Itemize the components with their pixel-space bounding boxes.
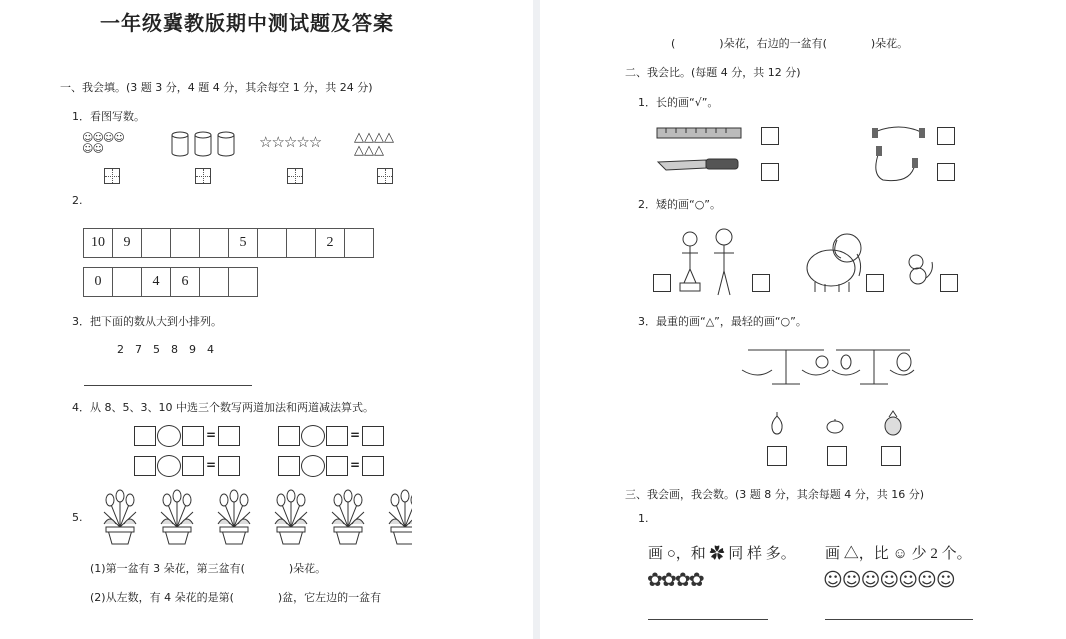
answer-box-1[interactable] — [104, 168, 120, 184]
flower-pot-icon — [161, 490, 193, 544]
child-icon — [676, 225, 748, 297]
compare-question-1: 1．长的画“√”。 — [638, 96, 719, 109]
answer-box-4[interactable] — [377, 168, 393, 184]
right-page — [540, 0, 1066, 639]
page-title: 一年级冀教版期中测试题及答案 — [100, 11, 394, 35]
number-cell: 5 — [228, 228, 258, 258]
cylinder-icon — [170, 131, 238, 157]
question-5-continuation: ( )朵花，右边的一盆有( )朵花。 — [671, 37, 909, 50]
checkbox-monkey[interactable] — [940, 274, 958, 292]
elephant-icon — [801, 224, 865, 294]
checkbox-apple[interactable] — [827, 446, 847, 466]
question-3-numbers: 2 7 5 8 9 4 — [117, 343, 214, 356]
question-5-part-1: (1)第一盆有 3 朵花，第三盆有( )朵花。 — [90, 562, 327, 575]
flower-pots — [92, 488, 412, 546]
checkbox-ruler[interactable] — [761, 127, 779, 145]
checkbox-elephant[interactable] — [866, 274, 884, 292]
number-cell: 0 — [83, 267, 113, 297]
checkbox-knife[interactable] — [761, 163, 779, 181]
blank-square[interactable] — [134, 456, 156, 476]
flower-icon: ✿✿✿✿ — [647, 569, 703, 591]
checkbox-pear[interactable] — [767, 446, 787, 466]
number-cell: 10 — [83, 228, 113, 258]
number-cell[interactable] — [199, 267, 229, 297]
question-2-label: 2. — [72, 194, 83, 207]
blank-square[interactable] — [278, 456, 300, 476]
checkbox-child-right[interactable] — [752, 274, 770, 292]
compare-question-3: 3．最重的画“△”，最轻的画“○”。 — [638, 315, 807, 328]
blank-square[interactable] — [362, 456, 384, 476]
operator-circle[interactable] — [301, 455, 325, 477]
answer-box-3[interactable] — [287, 168, 303, 184]
number-cell: 2 — [315, 228, 345, 258]
ruler-icon — [656, 126, 742, 140]
question-3-label: 3．把下面的数从大到小排列。 — [72, 315, 222, 328]
answer-line-circles[interactable] — [648, 619, 768, 620]
number-cell[interactable] — [141, 228, 171, 258]
blank-square[interactable] — [278, 426, 300, 446]
equals-sign: = — [350, 458, 361, 472]
checkbox-pineapple[interactable] — [881, 446, 901, 466]
number-cell[interactable] — [286, 228, 316, 258]
number-cell[interactable] — [257, 228, 287, 258]
monkey-icon — [902, 252, 936, 288]
operator-circle[interactable] — [157, 425, 181, 447]
blank-square[interactable] — [362, 426, 384, 446]
smiley-face-icon: ☺☺☺☺ ☺☺ — [82, 131, 124, 155]
number-cell[interactable] — [199, 228, 229, 258]
operator-circle[interactable] — [301, 425, 325, 447]
question-5-part-2: (2)从左数，有 4 朵花的是第( )盆，它左边的一盆有 — [90, 591, 382, 604]
section-2-heading: 二、我会比。(每题 4 分，共 12 分) — [625, 66, 801, 79]
number-cell[interactable] — [344, 228, 374, 258]
number-cell: 9 — [112, 228, 142, 258]
blank-square[interactable] — [182, 426, 204, 446]
draw-question-1: 1. — [638, 512, 649, 525]
checkbox-long-rope[interactable] — [937, 163, 955, 181]
operator-circle[interactable] — [157, 455, 181, 477]
smiley-face-icon: ☺☺☺☺☺☺☺ — [823, 569, 955, 591]
section-3-heading: 三、我会画，我会数。(3 题 8 分，其余每题 4 分，共 16 分) — [625, 488, 925, 501]
knife-icon — [656, 156, 742, 176]
question-4-label: 4．从 8、5、3、10 中选三个数写两道加法和两道减法算式。 — [72, 401, 374, 414]
number-cell: 4 — [141, 267, 171, 297]
checkbox-child-left[interactable] — [653, 274, 671, 292]
equals-sign: = — [206, 428, 217, 442]
compare-question-2: 2．矮的画“○”。 — [638, 198, 721, 211]
blank-square[interactable] — [218, 426, 240, 446]
flower-pot-icon — [389, 490, 412, 544]
apple-icon — [825, 418, 845, 434]
equals-sign: = — [206, 458, 217, 472]
answer-line[interactable] — [84, 385, 252, 386]
pineapple-icon — [882, 410, 904, 436]
blank-square[interactable] — [326, 426, 348, 446]
blank-square[interactable] — [134, 426, 156, 446]
answer-box-2[interactable] — [195, 168, 211, 184]
checkbox-short-rope[interactable] — [937, 127, 955, 145]
question-5-label: 5. — [72, 511, 83, 524]
number-cell[interactable] — [112, 267, 142, 297]
blank-square[interactable] — [326, 456, 348, 476]
star-icon: ☆☆☆☆☆ — [259, 133, 322, 151]
flower-pot-icon — [218, 490, 250, 544]
triangle-icon: △△△△ △△△ — [354, 130, 394, 158]
answer-line-triangles[interactable] — [825, 619, 973, 620]
flower-pot-icon — [275, 490, 307, 544]
flower-pot-icon — [332, 490, 364, 544]
section-1-heading: 一、我会填。(3 题 3 分，4 题 4 分，其余每空 1 分，共 24 分) — [60, 81, 373, 94]
balance-scale-icon — [740, 340, 915, 390]
draw-prompt-circles: 画 ○，和 ✿ 同 样 多。 — [648, 546, 796, 562]
equals-sign: = — [350, 428, 361, 442]
jump-rope-icon — [871, 124, 927, 184]
number-cell[interactable] — [228, 267, 258, 297]
pear-icon — [769, 410, 785, 436]
question-1-label: 1．看图写数。 — [72, 110, 145, 123]
blank-square[interactable] — [218, 456, 240, 476]
flower-pot-icon — [104, 490, 136, 544]
number-cell[interactable] — [170, 228, 200, 258]
draw-prompt-triangles: 画 △，比 ☺ 少 2 个。 — [825, 546, 972, 562]
blank-square[interactable] — [182, 456, 204, 476]
number-cell: 6 — [170, 267, 200, 297]
